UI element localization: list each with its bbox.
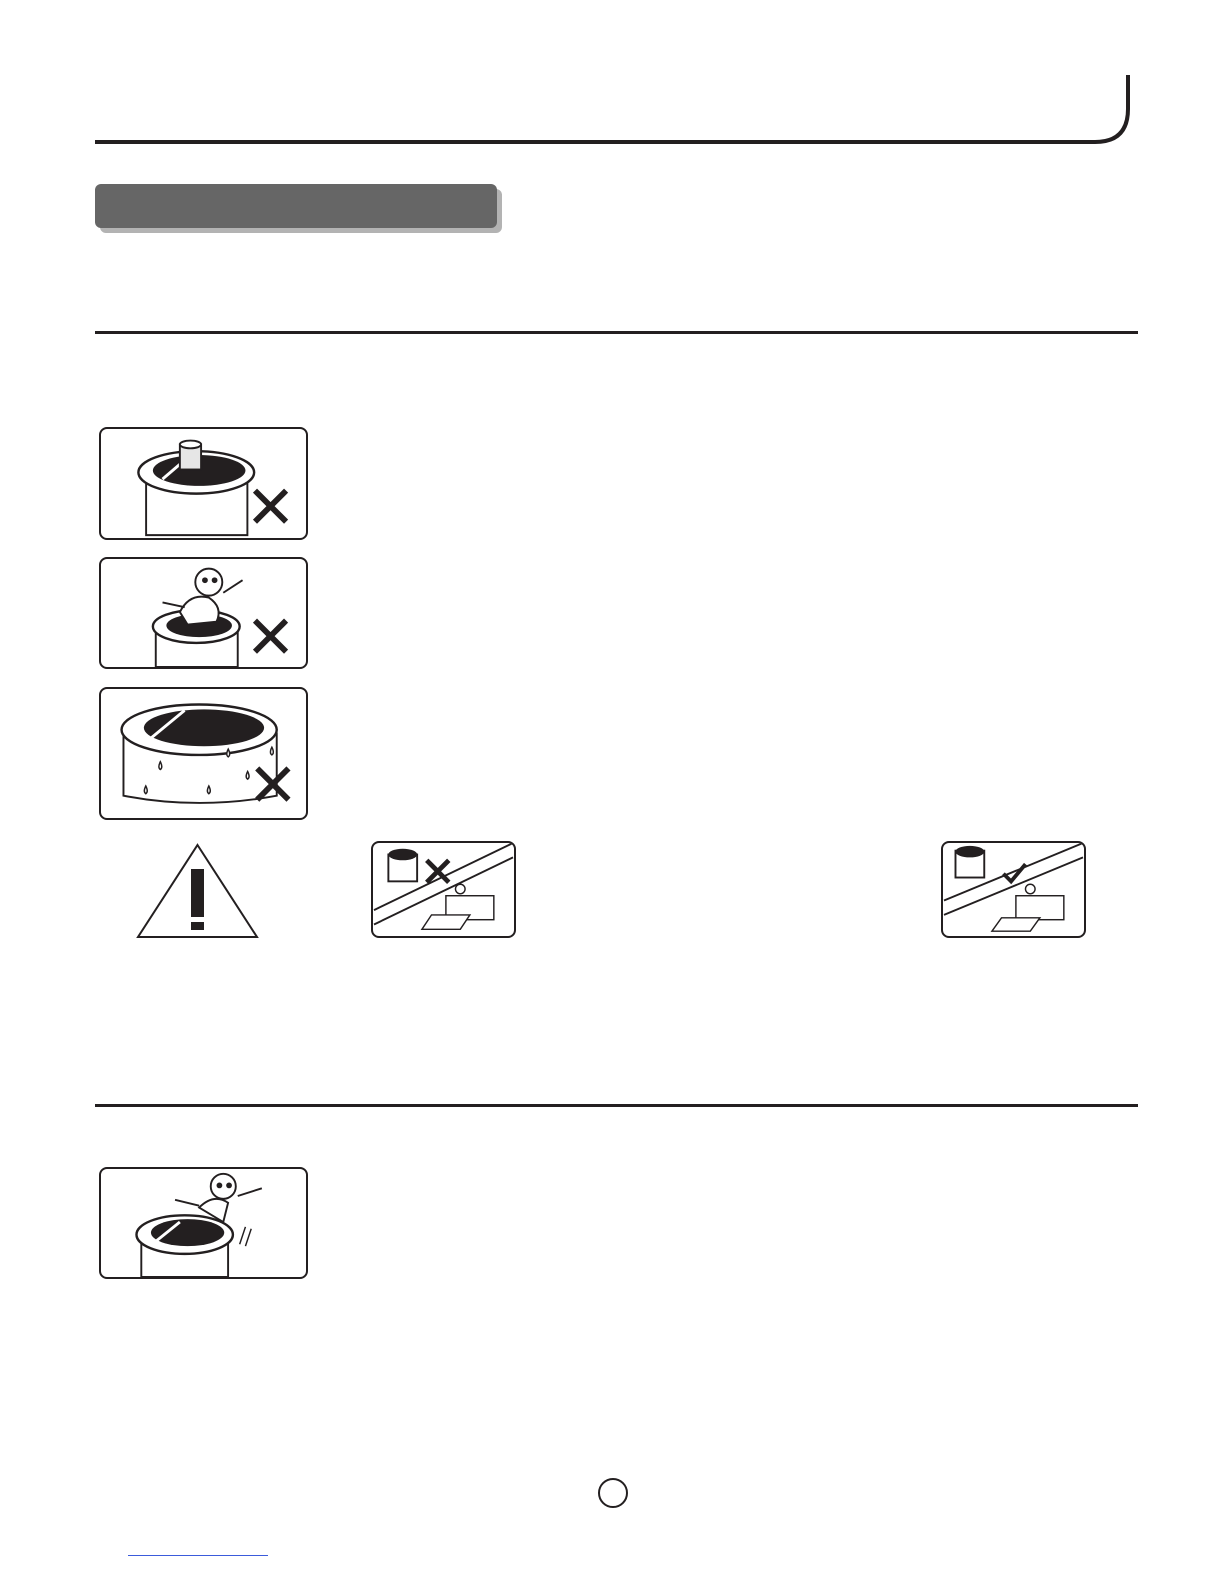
footer-link[interactable] [128,1555,268,1556]
illustration-child-climbing [99,1167,308,1279]
section-divider [95,1104,1138,1107]
cross-mark-icon [257,623,284,650]
cross-mark-icon [257,493,284,520]
illustration-water-splash [99,687,308,820]
section-header-tab [95,184,497,228]
illustration-placement-correct [941,841,1086,938]
check-mark-icon [1003,864,1025,881]
page-number [598,1478,628,1508]
warning-triangle-icon [136,843,259,939]
illustration-container-on-appliance [99,427,308,540]
header-frame [0,0,1225,160]
illustration-child-on-appliance [99,557,308,669]
section-divider [95,331,1138,334]
illustration-placement-incorrect [371,841,516,938]
